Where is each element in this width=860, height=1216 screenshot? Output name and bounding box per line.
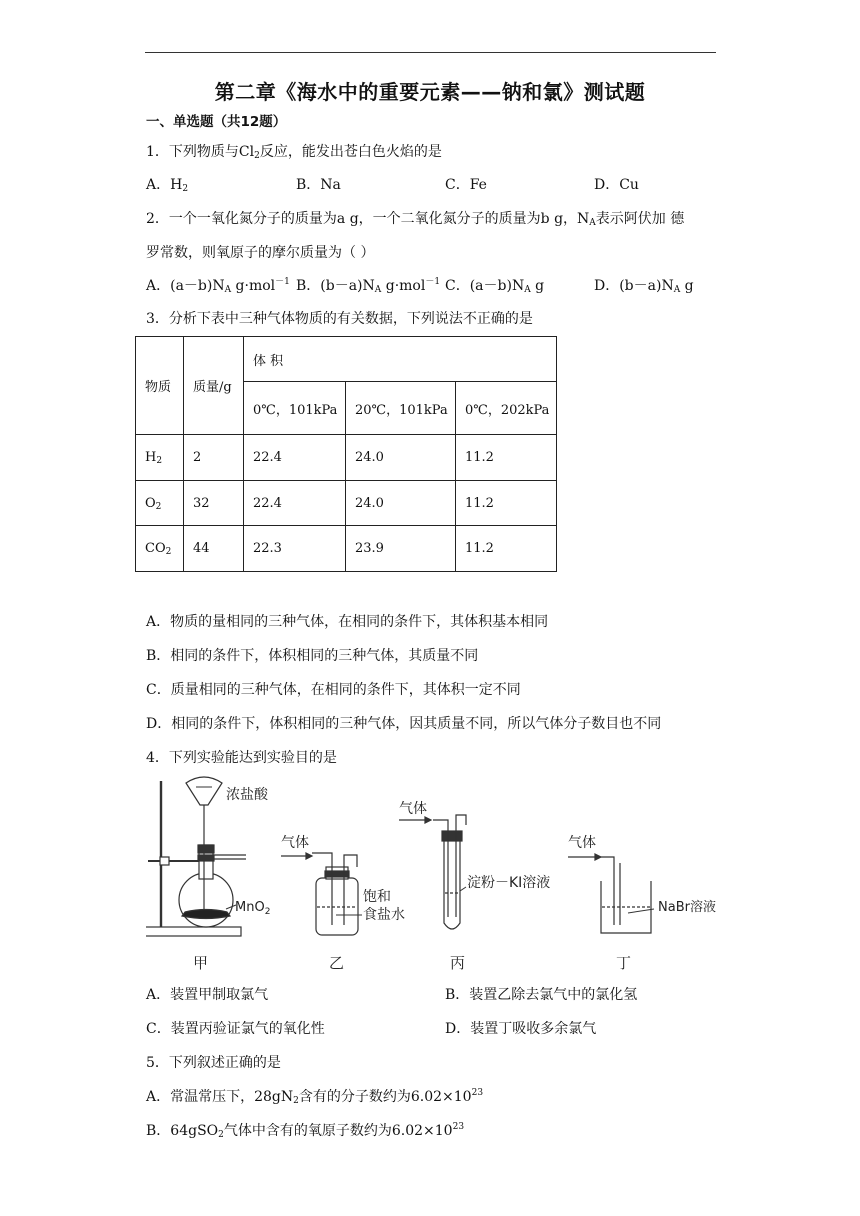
- cell-v2: 24.0: [346, 481, 456, 526]
- q4-option-b[interactable]: B．装置乙除去氯气中的氯化氢: [445, 987, 638, 1003]
- header-condition-1: 0℃，101kPa: [244, 382, 346, 435]
- cell-mass: 2: [184, 435, 244, 481]
- cell-mass: 32: [184, 481, 244, 526]
- header-condition-3: 0℃，202kPa: [456, 382, 557, 435]
- q3-stem: 3．分析下表中三种气体物质的有关数据，下列说法不正确的是: [146, 311, 533, 327]
- label-conc-hcl: 浓盐酸: [226, 787, 268, 803]
- label-saturated: 饱和: [363, 889, 391, 905]
- header-condition-2: 20℃，101kPa: [346, 382, 456, 435]
- header-substance: 物质: [136, 337, 184, 435]
- label-starch-ki: 淀粉－KI溶液: [467, 875, 551, 891]
- header-volume: 体 积: [244, 337, 557, 382]
- q3-option-d[interactable]: D．相同的条件下，体积相同的三种气体，因其质量不同，所以气体分子数目也不同: [146, 716, 662, 732]
- q3-option-a[interactable]: A．物质的量相同的三种气体，在相同的条件下，其体积基本相同: [146, 614, 549, 630]
- apparatus-figure: [146, 775, 746, 975]
- q2-option-c[interactable]: C．$(a-b)N_A$ g: [445, 278, 545, 295]
- q4-stem: 4．下列实验能达到实验目的是: [146, 750, 337, 766]
- caption-ding: 丁: [616, 954, 632, 972]
- label-brine: 食盐水: [363, 907, 405, 923]
- cell-v3: 11.2: [456, 435, 557, 481]
- label-gas-yi: 气体: [281, 835, 309, 851]
- label-gas-bing: 气体: [399, 801, 427, 817]
- q2-option-a[interactable]: A．$(a-b)N_A$ g·mol$^{-1}$: [146, 277, 290, 295]
- q1-option-d[interactable]: D．Cu: [594, 177, 639, 193]
- label-nabr: NaBr溶液: [658, 900, 716, 915]
- caption-yi: 乙: [329, 954, 345, 972]
- cell-v2: 24.0: [346, 435, 456, 481]
- q2-stem-line1: 2．一个一氧化氮分子的质量为a g，一个二氧化氮分子的质量为b g，$N_A$表示阿伏加 德: [146, 211, 685, 228]
- q5-option-a[interactable]: A．常温常压下，$28gN_2$含有的分子数约为$6.02\times 10^{23}$: [146, 1088, 484, 1106]
- q1-stem: 1．下列物质与$Cl_2$反应，能发出苍白色火焰的是: [146, 144, 442, 161]
- label-mno2: MnO$_2$: [235, 900, 271, 917]
- table-row: [136, 481, 557, 526]
- header-rule: [145, 52, 716, 53]
- q4-option-a[interactable]: A．装置甲制取氯气: [146, 987, 269, 1003]
- apparatus-ding: [568, 834, 716, 972]
- cell-v2: 23.9: [346, 526, 456, 572]
- section-heading: 一、单选题（共12题）: [146, 114, 287, 130]
- header-mass: 质量/g: [184, 337, 244, 435]
- cell-v1: 22.4: [244, 435, 346, 481]
- label-gas-ding: 气体: [568, 835, 596, 851]
- q4-option-c[interactable]: C．装置丙验证氯气的氧化性: [146, 1021, 325, 1037]
- cell-v3: 11.2: [456, 481, 557, 526]
- table-row: [136, 526, 557, 572]
- cell-v3: 11.2: [456, 526, 557, 572]
- caption-bing: 丙: [450, 954, 466, 972]
- cell-substance: $H_2$: [136, 435, 184, 481]
- apparatus-jia: [146, 777, 270, 972]
- cell-v1: 22.3: [244, 526, 346, 572]
- q4-option-d[interactable]: D．装置丁吸收多余氯气: [445, 1021, 597, 1037]
- cell-substance: $CO_2$: [136, 526, 184, 572]
- q1-option-c[interactable]: C．Fe: [445, 177, 487, 193]
- q5-option-b[interactable]: B．64gSO$_2$气体中含有的氧原子数约为$6.02\times 10^{23}$: [146, 1122, 465, 1140]
- table-row: [136, 435, 557, 481]
- cell-substance: $O_2$: [136, 481, 184, 526]
- q2-stem-line2: 罗常数，则氧原子的摩尔质量为（ ）: [146, 245, 375, 261]
- q3-option-c[interactable]: C．质量相同的三种气体，在相同的条件下，其体积一定不同: [146, 682, 521, 698]
- apparatus-yi: [281, 834, 405, 972]
- q1-option-b[interactable]: B．Na: [296, 177, 341, 193]
- q1-option-a[interactable]: A．$H_2$: [146, 177, 189, 194]
- q2-option-d[interactable]: D．$(b-a)N_A$ g: [594, 278, 694, 295]
- q3-option-b[interactable]: B．相同的条件下，体积相同的三种气体，其质量不同: [146, 648, 479, 664]
- cell-mass: 44: [184, 526, 244, 572]
- q5-stem: 5．下列叙述正确的是: [146, 1055, 281, 1071]
- gas-data-table: [135, 336, 557, 572]
- q2-option-b[interactable]: B．$(b-a)N_A$ g·mol$^{-1}$: [296, 277, 441, 295]
- apparatus-bing: [399, 800, 550, 972]
- caption-jia: 甲: [193, 954, 209, 972]
- page-title: 第二章《海水中的重要元素——钠和氯》测试题: [214, 80, 646, 104]
- cell-v1: 22.4: [244, 481, 346, 526]
